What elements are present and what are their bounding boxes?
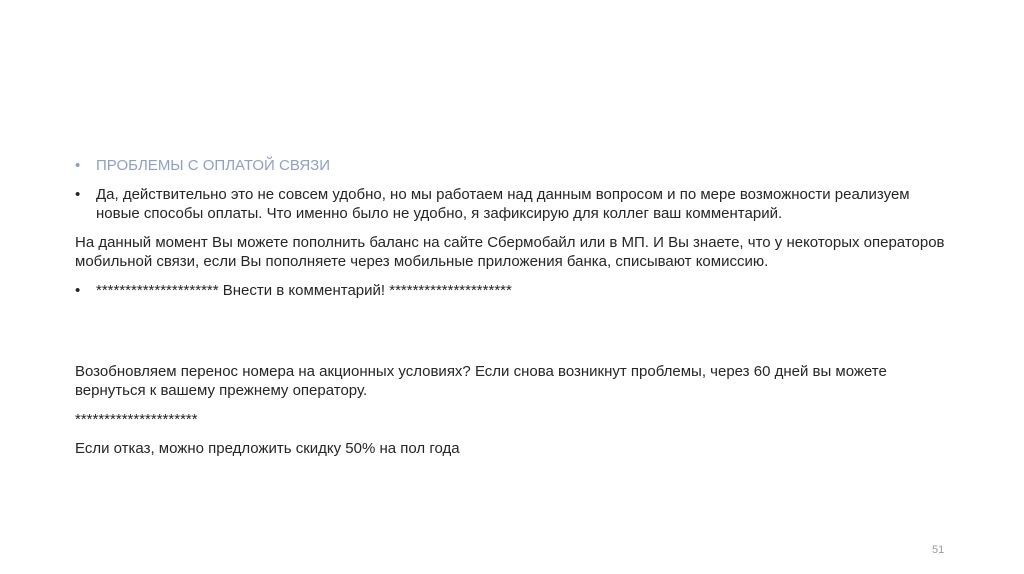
page-number: 51 [932,544,945,556]
paragraph: Возобновляем перенос номера на акционных условиях? Если снова возникнут проблемы, через 60 дней вы можете вернуться к вашему прежнему оператору. [75,363,887,399]
bullet-text: ********************* Внести в комментарий! ********************* [96,282,512,299]
heading-bullet [75,156,945,175]
section-heading: ПРОБЛЕМЫ С ОПЛАТОЙ СВЯЗИ [96,157,331,174]
stars-line: ********************* [75,411,198,428]
paragraph: На данный момент Вы можете пополнить баланс на сайте Сбермобайл или в МП. И Вы знаете, что у некоторых операторов мобильной связи, если Вы пополняете через мобильные приложения банка, списывают комиссию. [75,234,945,270]
bullet-marker: • [75,157,81,174]
slide-content [75,156,945,468]
spacer [75,310,945,362]
bullet-marker: • [75,282,81,299]
bullet-item [75,281,945,300]
bullet-text: Да, действительно это не совсем удобно, но мы работаем над данным вопросом и по мере возможности реализуем новые способы оплаты. Что именно было не удобно, я зафиксирую для коллег ваш комментарий. [96,186,910,222]
bullet-marker: • [75,186,81,203]
paragraph: Если отказ, можно предложить скидку 50% на пол года [75,440,460,457]
bullet-item [75,185,945,223]
